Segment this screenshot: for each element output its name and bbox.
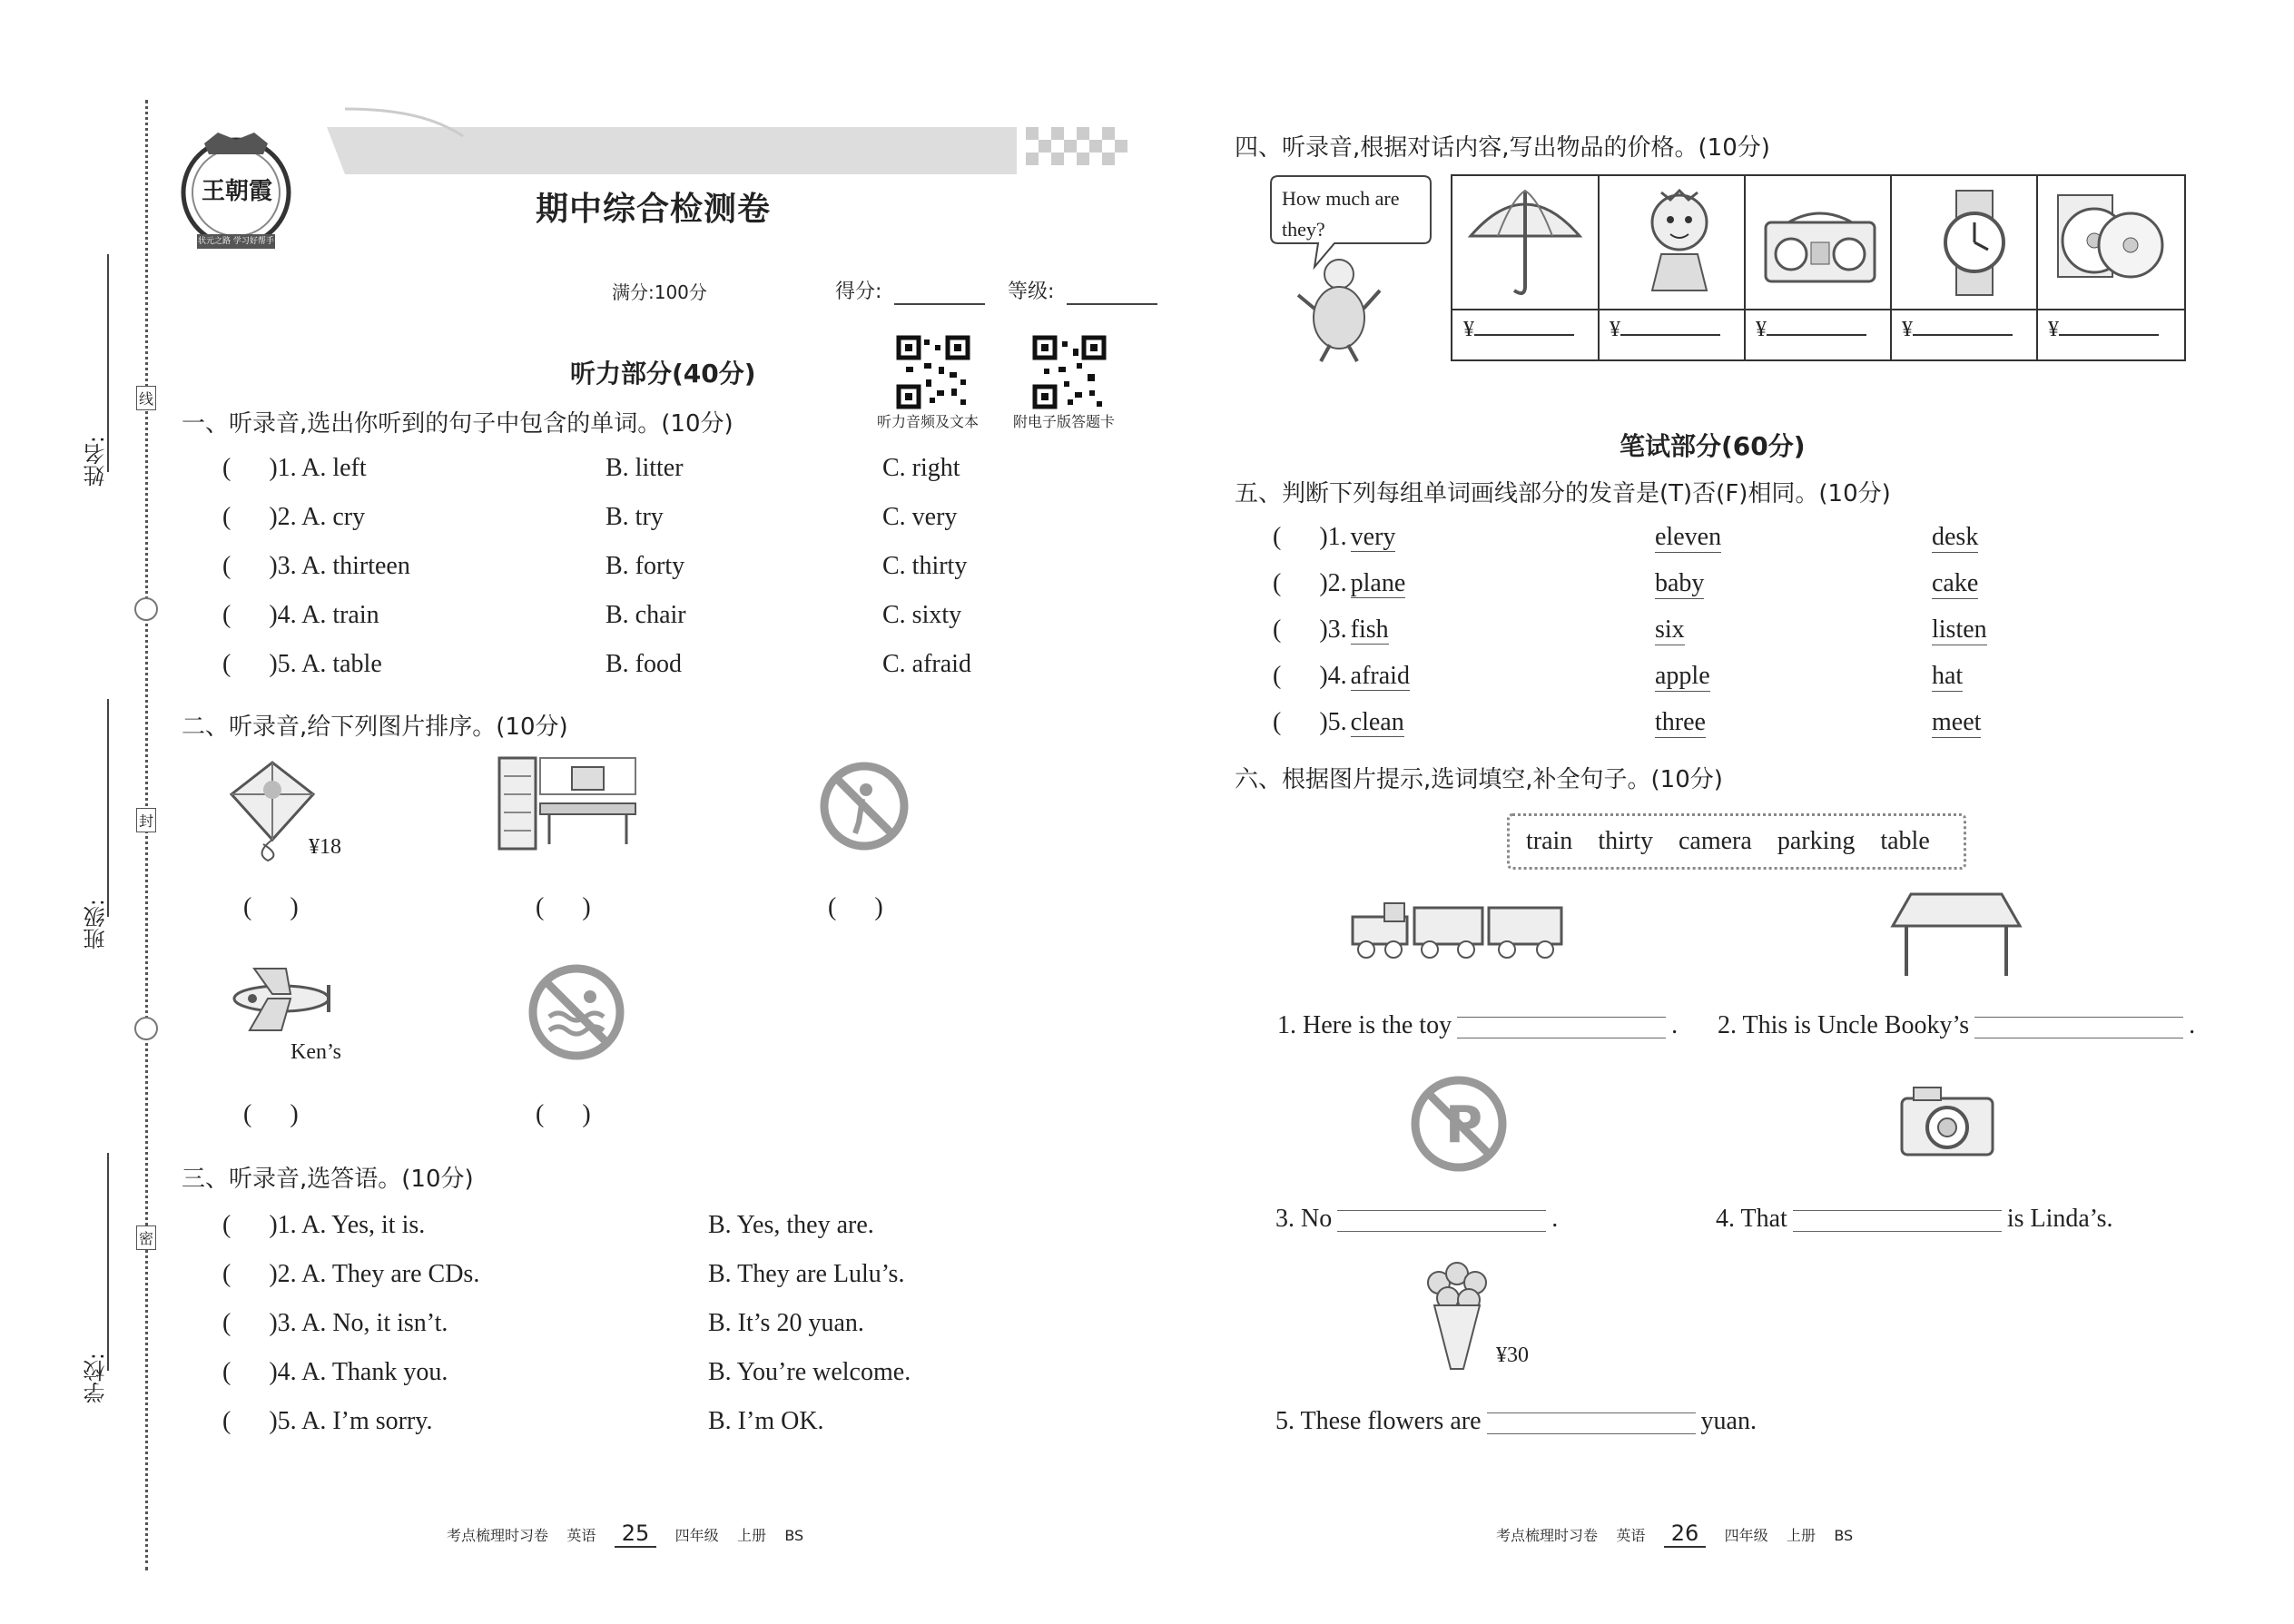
q2-blank[interactable] <box>1974 1017 2183 1038</box>
toy-plane-picture <box>218 958 345 1039</box>
answer-paren[interactable]: ( <box>222 601 270 629</box>
answer-paren[interactable]: ( <box>222 1358 270 1386</box>
footer-page-number: 26 <box>1664 1521 1707 1548</box>
umbrella-picture <box>1462 182 1589 300</box>
plane-owner-label: Ken’s <box>290 1040 341 1064</box>
score-blank[interactable] <box>894 303 985 305</box>
s1-item-3-b: B. forty <box>605 552 685 580</box>
s5-item-1-word-3: desk <box>1932 523 1979 551</box>
s3-item-5 <box>222 1407 432 1436</box>
s3-item-3 <box>222 1309 448 1338</box>
item-number: )1. <box>1319 523 1347 551</box>
child-figure <box>1289 254 1389 363</box>
word-bank-word: table <box>1880 827 1930 855</box>
s5-item-4-word-2: apple <box>1655 662 1710 690</box>
s5-item-2-word-2: baby <box>1655 569 1705 597</box>
option-a: )4. A. Thank you. <box>269 1358 448 1386</box>
section-6-title: 六、根据图片提示,选词填空,补全句子。(10分) <box>1235 766 1723 793</box>
page-title: 期中综合检测卷 <box>536 191 772 228</box>
s3-item-4 <box>222 1358 448 1387</box>
bubble-text: How much are they? <box>1282 187 1400 241</box>
price-blank-radio[interactable] <box>1756 316 1866 342</box>
q1-period: . <box>1671 1011 1679 1039</box>
s5-item-2-word-3: cake <box>1932 569 1979 597</box>
flowers-price: ¥30 <box>1496 1343 1529 1367</box>
doll-picture <box>1625 182 1734 300</box>
section-4-title: 四、听录音,根据对话内容,写出物品的价格。(10分) <box>1235 134 1770 162</box>
q5-text: 5. These flowers are <box>1275 1407 1482 1435</box>
camera-picture <box>1897 1078 1997 1160</box>
word-1: plane <box>1350 569 1406 597</box>
s5-item-2 <box>1273 569 1405 598</box>
table-picture <box>1888 890 2024 980</box>
name-label: 姓名: <box>84 436 109 487</box>
answer-paren[interactable]: ( <box>222 1407 270 1435</box>
toy-train-picture <box>1344 899 1570 962</box>
answer-paren[interactable]: ( <box>222 454 270 482</box>
footer-edition: BS <box>1834 1527 1854 1544</box>
footer-left <box>447 1521 803 1546</box>
answer-paren[interactable]: ( <box>222 552 270 580</box>
word-1: afraid <box>1350 662 1410 690</box>
qr-code-audio[interactable] <box>897 336 970 408</box>
watch-picture <box>1925 186 2024 300</box>
price-blank-doll[interactable] <box>1610 316 1720 342</box>
footer-grade: 四年级 <box>674 1527 719 1544</box>
option-a: )4. A. train <box>269 601 379 629</box>
section-5-title: 五、判断下列每组单词画线部分的发音是(T)否(F)相同。(10分) <box>1235 480 1891 507</box>
s1-item-2 <box>222 503 365 532</box>
s6-q1 <box>1277 1011 1678 1040</box>
s2-paren-2[interactable]: ( ) <box>536 893 591 921</box>
word-1: very <box>1350 523 1396 551</box>
logo-small-text: 状元之路 学习好帮手 <box>198 237 274 246</box>
grade-blank[interactable] <box>1067 303 1157 305</box>
s5-item-4 <box>1273 662 1410 691</box>
answer-paren[interactable]: ( <box>222 650 270 678</box>
q4-text: 4. That <box>1716 1205 1787 1233</box>
footer-right <box>1496 1521 1853 1546</box>
cds-picture <box>2053 191 2171 290</box>
q3-period: . <box>1551 1205 1559 1233</box>
no-swimming-sign <box>527 962 626 1062</box>
q4-blank[interactable] <box>1793 1210 2002 1232</box>
option-a: )3. A. No, it isn’t. <box>269 1309 448 1337</box>
price-blank-cds[interactable] <box>2048 316 2159 342</box>
q4-text-end: is Linda’s. <box>2006 1205 2113 1233</box>
s1-item-3-c: C. thirty <box>882 552 968 580</box>
word-1: clean <box>1350 708 1404 736</box>
item-number: )3. <box>1319 615 1347 644</box>
s3-item-1 <box>222 1211 425 1240</box>
writing-title: 笔试部分(60分) <box>1620 431 1806 461</box>
currency-symbol: ¥ <box>1463 318 1474 341</box>
s1-item-4-c: C. sixty <box>882 601 962 629</box>
kite-price: ¥18 <box>309 835 341 859</box>
seal-mark-secret: 密 <box>136 1225 156 1250</box>
s2-paren-4[interactable]: ( ) <box>243 1100 299 1128</box>
name-blank[interactable] <box>107 254 109 472</box>
school-blank[interactable] <box>107 1153 109 1371</box>
s5-item-3-word-3: listen <box>1932 615 1987 644</box>
s5-item-5-word-2: three <box>1655 708 1706 736</box>
logo-name: 王朝霞 <box>202 178 273 205</box>
s5-item-1-word-2: eleven <box>1655 523 1722 551</box>
s5-item-5 <box>1273 708 1404 737</box>
footer-book: 考点梳理时习卷 <box>1496 1527 1599 1544</box>
s1-item-2-b: B. try <box>605 503 664 531</box>
price-blank-watch[interactable] <box>1902 316 2013 342</box>
option-a: )2. A. cry <box>269 503 366 531</box>
s1-item-3 <box>222 552 410 581</box>
option-a: )5. A. table <box>269 650 382 678</box>
no-littering-sign <box>819 761 910 851</box>
footer-term: 上册 <box>1786 1527 1816 1544</box>
answer-paren[interactable]: ( <box>1273 662 1320 690</box>
item-number: )2. <box>1319 569 1347 597</box>
word-bank <box>1507 813 1966 870</box>
q2-period: . <box>2189 1011 2196 1039</box>
s1-item-4-b: B. chair <box>605 601 686 629</box>
answer-paren[interactable]: ( <box>1273 569 1320 597</box>
answer-paren[interactable]: ( <box>1273 523 1320 551</box>
class-label: 班级: <box>84 899 109 950</box>
word-bank-word: camera <box>1678 827 1752 855</box>
word-bank-word: parking <box>1777 827 1856 855</box>
footer-subject: 英语 <box>566 1527 596 1544</box>
s3-item-5-b: B. I’m OK. <box>708 1407 824 1435</box>
answer-paren[interactable]: ( <box>222 503 270 531</box>
s3-item-2 <box>222 1260 479 1289</box>
s6-q3 <box>1275 1205 1558 1234</box>
qr-caption-answer-card: 附电子版答题卡 <box>1013 413 1116 430</box>
answer-paren[interactable]: ( <box>1273 615 1320 644</box>
answer-paren[interactable]: ( <box>1273 708 1320 736</box>
s5-item-1 <box>1273 523 1395 552</box>
s1-item-5-b: B. food <box>605 650 682 678</box>
binding-circle-2 <box>134 1017 158 1040</box>
s2-paren-3[interactable]: ( ) <box>828 893 883 921</box>
option-a: )5. A. I’m sorry. <box>269 1407 433 1435</box>
s3-item-3-b: B. It’s 20 yuan. <box>708 1309 864 1337</box>
footer-term: 上册 <box>736 1527 766 1544</box>
q1-text: 1. Here is the toy <box>1277 1011 1452 1039</box>
s5-item-3-word-2: six <box>1655 615 1685 644</box>
section-1-title: 一、听录音,选出你听到的句子中包含的单词。(10分) <box>182 410 733 438</box>
footer-grade: 四年级 <box>1724 1527 1768 1544</box>
s3-item-2-b: B. They are Lulu’s. <box>708 1260 905 1288</box>
q3-blank[interactable] <box>1337 1210 1546 1232</box>
currency-symbol: ¥ <box>1610 318 1620 341</box>
section-3-title: 三、听录音,选答语。(10分) <box>182 1166 474 1193</box>
s5-item-5-word-3: meet <box>1932 708 1982 736</box>
currency-symbol: ¥ <box>1756 318 1767 341</box>
radio-picture <box>1761 204 1879 286</box>
binding-circle-1 <box>134 597 158 621</box>
seal-mark-seal: 封 <box>136 808 156 832</box>
school-label: 学校: <box>84 1353 109 1404</box>
section-2-title: 二、听录音,给下列图片排序。(10分) <box>182 714 568 741</box>
no-parking-sign <box>1409 1074 1509 1174</box>
word-1: fish <box>1350 615 1389 644</box>
qr-caption-audio: 听力音频及文本 <box>877 413 980 430</box>
s6-q4 <box>1716 1205 2112 1234</box>
answer-paren[interactable]: ( <box>222 1260 270 1288</box>
q2-text: 2. This is Uncle Booky’s <box>1718 1011 1970 1039</box>
s1-item-5 <box>222 650 382 679</box>
footer-edition: BS <box>784 1527 804 1544</box>
item-number: )5. <box>1319 708 1347 736</box>
flowers-picture <box>1416 1260 1498 1378</box>
s5-item-3 <box>1273 615 1389 645</box>
s1-item-1 <box>222 454 367 483</box>
option-a: )1. A. left <box>269 454 367 482</box>
full-score: 满分:100分 <box>612 281 707 303</box>
s2-paren-5[interactable]: ( ) <box>536 1100 591 1128</box>
qr-code-answer-card[interactable] <box>1033 336 1106 408</box>
s5-item-4-word-3: hat <box>1932 662 1964 690</box>
s6-q2 <box>1718 1011 2195 1040</box>
s1-item-2-c: C. very <box>882 503 958 531</box>
s1-item-5-c: C. afraid <box>882 650 971 678</box>
currency-symbol: ¥ <box>1902 318 1913 341</box>
s3-item-4-b: B. You’re welcome. <box>708 1358 911 1386</box>
option-a: )1. A. Yes, it is. <box>269 1211 426 1239</box>
s6-q5 <box>1275 1407 1757 1436</box>
q5-text-end: yuan. <box>1700 1407 1757 1435</box>
listening-title: 听力部分(40分) <box>570 359 756 389</box>
footer-subject: 英语 <box>1616 1527 1646 1544</box>
grade-label: 等级: <box>1008 281 1055 303</box>
word-bank-word: thirty <box>1598 827 1653 855</box>
item-number: )4. <box>1319 662 1347 690</box>
study-room-picture <box>495 753 640 853</box>
svg-text:P: P <box>1445 1096 1483 1155</box>
footer-book: 考点梳理时习卷 <box>447 1527 549 1544</box>
currency-symbol: ¥ <box>2048 318 2059 341</box>
binding-dotted-line <box>145 100 148 1570</box>
q3-text: 3. No <box>1275 1205 1333 1233</box>
footer-page-number: 25 <box>615 1521 657 1548</box>
answer-paren[interactable]: ( <box>222 1309 270 1337</box>
q1-blank[interactable] <box>1457 1017 1666 1038</box>
option-a: )2. A. They are CDs. <box>269 1260 480 1288</box>
q5-blank[interactable] <box>1487 1412 1696 1434</box>
class-blank[interactable] <box>107 699 109 917</box>
s3-item-1-b: B. Yes, they are. <box>708 1211 874 1239</box>
score-label: 得分: <box>835 281 882 303</box>
s1-item-1-c: C. right <box>882 454 960 482</box>
seal-mark-line: 线 <box>136 386 156 410</box>
word-bank-word: train <box>1526 827 1573 855</box>
s2-paren-1[interactable]: ( ) <box>243 893 299 921</box>
price-blank-umbrella[interactable] <box>1463 316 1574 342</box>
answer-paren[interactable]: ( <box>222 1211 270 1239</box>
s1-item-1-b: B. litter <box>605 454 684 482</box>
option-a: )3. A. thirteen <box>269 552 410 580</box>
s1-item-4 <box>222 601 379 630</box>
